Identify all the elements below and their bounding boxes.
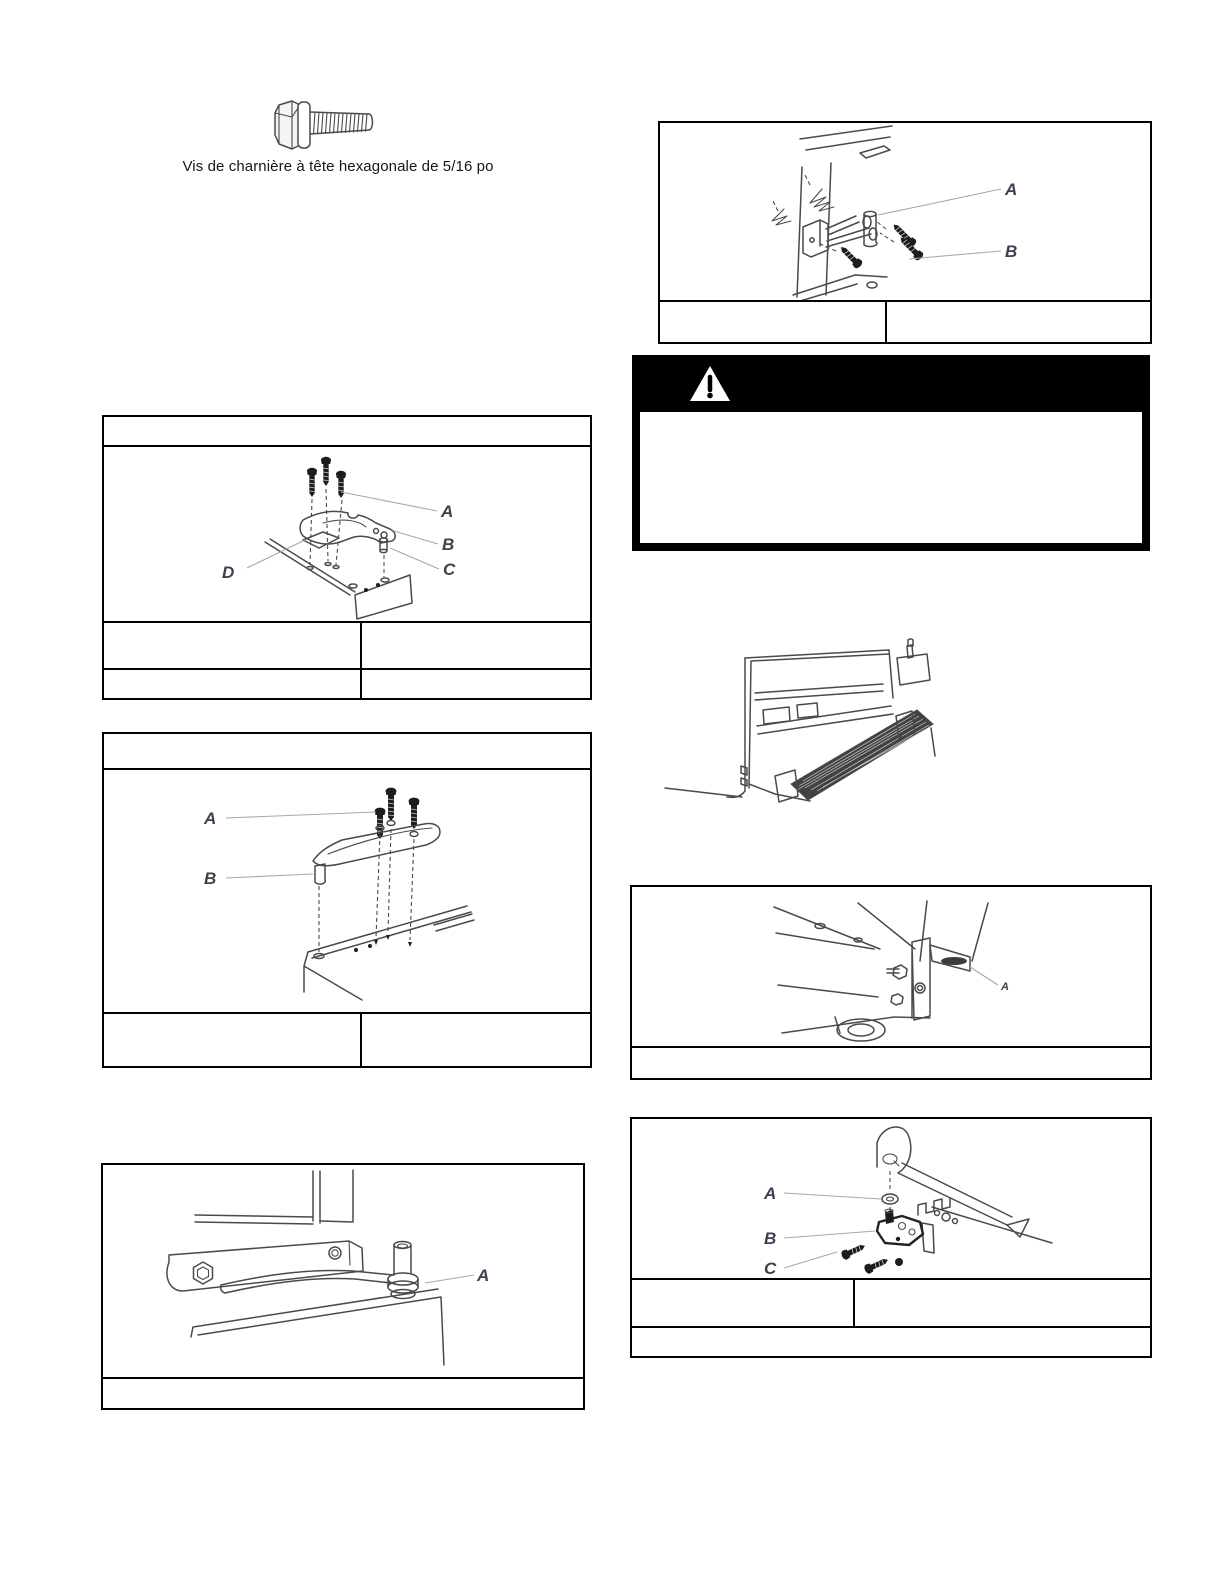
top-hinge-cover-figure [104, 447, 590, 621]
label-b: B [764, 1229, 777, 1248]
caption-row-2 [632, 1326, 1150, 1356]
caption-row [103, 1377, 583, 1408]
cabinet-and-door-lines [793, 126, 892, 300]
hinge-plate [313, 821, 440, 866]
bottom-hinge-installed-figure-panel [630, 885, 1152, 1080]
label-a: A [764, 1184, 777, 1203]
hinge-bracket [877, 1209, 923, 1245]
hinge-screws [837, 221, 924, 270]
caption-row [104, 1012, 590, 1066]
door-hinge-pin-figure [103, 1165, 583, 1377]
label-b: B [442, 535, 455, 554]
label-c: C [443, 560, 456, 579]
center-hinge-figure-panel [658, 121, 1152, 344]
caption-cell-left [104, 1014, 360, 1066]
label-b: B [1005, 242, 1018, 261]
label-c: C [764, 1259, 777, 1278]
alignment-dashes [319, 829, 414, 952]
label-a: A [204, 809, 217, 828]
hinge-bracket-plate [167, 1241, 363, 1291]
top-hinge-cover-figure-panel [102, 415, 592, 700]
leader-lines [878, 189, 1001, 259]
door-top-corner [191, 1289, 444, 1365]
leader-lines [784, 1193, 881, 1268]
base-grille [791, 710, 933, 800]
caption-cell-left [104, 670, 360, 698]
hinge-pin [315, 864, 325, 884]
cabinet-top-corner [304, 906, 474, 1000]
caption-cell [103, 1379, 583, 1408]
label-a: A [441, 502, 454, 521]
caption-cell-right [360, 1014, 590, 1066]
caption-row [632, 1046, 1150, 1078]
washer [882, 1194, 898, 1204]
caption-cell-left [632, 1280, 853, 1326]
caption-cell-right [853, 1280, 1150, 1326]
hinge-clip-and-holes [918, 1198, 958, 1253]
leader-lines [247, 492, 439, 569]
label-a: A [477, 1266, 490, 1285]
caption-row-1 [632, 1278, 1150, 1326]
hex-screw-head [275, 101, 310, 149]
hinge-bracket-top-right [897, 639, 930, 685]
center-hinge-figure [660, 123, 1150, 300]
caption-cell-left [104, 623, 360, 668]
bottom-hinge-exploded-figure [632, 1119, 1150, 1278]
label-d: D [222, 563, 235, 582]
top-hinge-plate-figure-panel [102, 732, 592, 1068]
caption-row [660, 300, 1150, 342]
warning-body [640, 412, 1142, 543]
caption-cell-right [885, 302, 1150, 342]
hinge-bracket-and-arms [803, 216, 871, 257]
hinge-pin-and-washers [388, 1242, 418, 1299]
fridge-base-figure [645, 598, 965, 856]
caption-cell [632, 1048, 1150, 1078]
label-a: A [1001, 981, 1009, 993]
figure-title-strip [104, 417, 590, 447]
hinge-arm [221, 1271, 393, 1293]
hinge-screws [840, 1241, 903, 1275]
caption-cell-right [360, 670, 590, 698]
bottom-hinge-exploded-figure-panel [630, 1117, 1152, 1358]
hex-screw-figure [266, 96, 378, 154]
figure-title-strip [104, 734, 590, 770]
caption-cell-right [360, 623, 590, 668]
warning-triangle-icon [688, 364, 732, 404]
door-hinge-pin-figure-panel [101, 1163, 585, 1410]
hex-screw-shaft [310, 112, 373, 134]
label-a: A [1005, 180, 1018, 199]
caption-cell [632, 1328, 1150, 1356]
hex-screw-caption: Vis de charnière à tête hexagonale de 5/16 po [182, 158, 494, 175]
leader-line [970, 967, 998, 985]
leader-line [425, 1275, 474, 1283]
caption-cell-left [660, 302, 885, 342]
caption-row-1 [104, 621, 590, 668]
cabinet-top-corner [265, 539, 412, 619]
bottom-hinge-installed-figure [632, 887, 1150, 1046]
warning-banner [632, 355, 1150, 551]
caption-row-2 [104, 668, 590, 698]
label-b: B [204, 869, 217, 888]
top-hinge-plate-figure [104, 770, 590, 1012]
door-frame-lines [195, 1170, 353, 1224]
spring-clips [772, 189, 834, 225]
hinge-bracket [887, 938, 970, 1020]
hinge-pin [380, 538, 388, 553]
